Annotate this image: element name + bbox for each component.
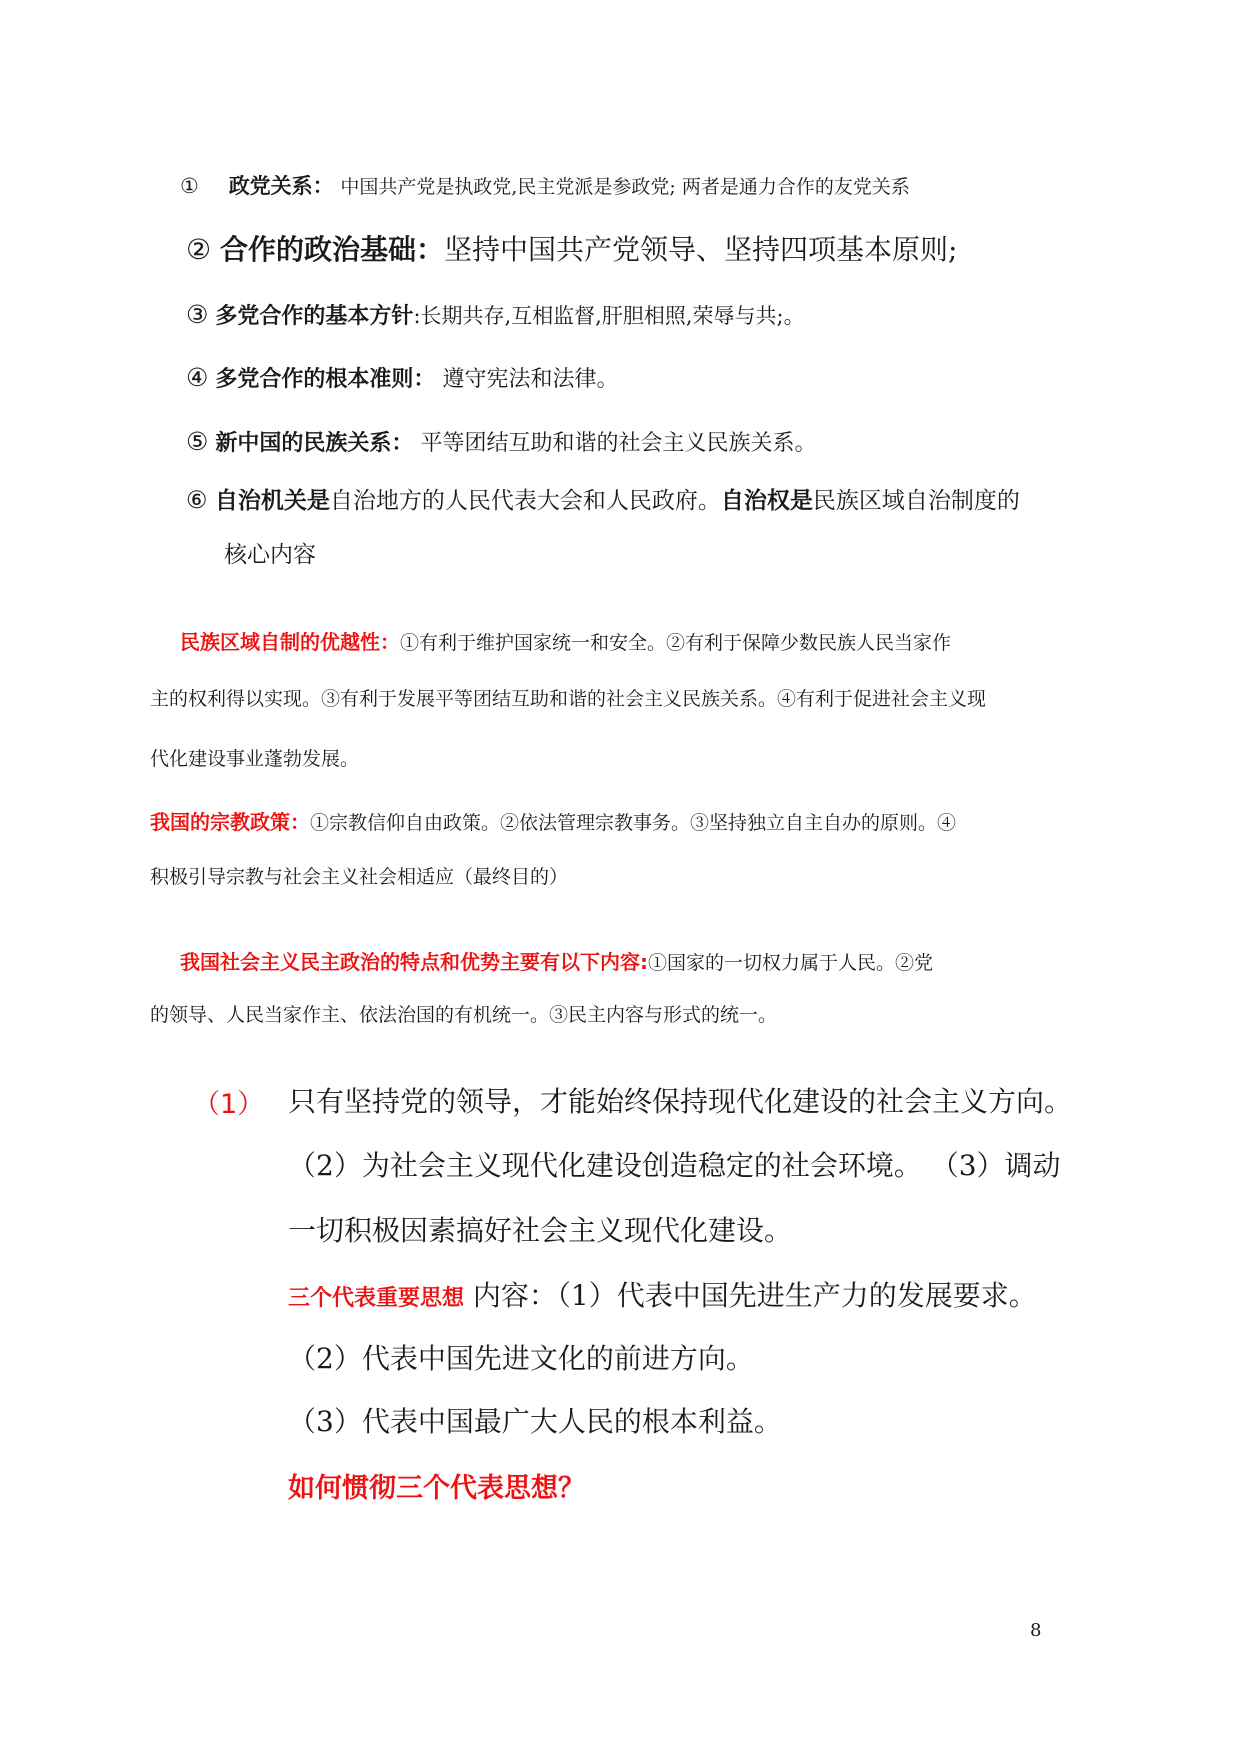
sange-line-3: （3）代表中国最广大人民的根本利益。 xyxy=(288,1405,782,1438)
item-5 xyxy=(186,426,816,457)
item-text-a: 自治地方的人民代表大会和人民政府。 xyxy=(329,488,721,514)
minzhu-text: ①国家的一切权力属于人民。②党 xyxy=(648,952,934,974)
item-number: ① xyxy=(180,174,199,198)
item-2 xyxy=(186,228,957,268)
item-6-continuation: 核心内容 xyxy=(224,542,316,568)
minzu-paragraph-line-1 xyxy=(180,626,951,655)
item-label: 新中国的民族关系： xyxy=(215,431,414,456)
sange-line-2: （2）代表中国先进文化的前进方向。 xyxy=(288,1342,754,1375)
minzhu-label: 我国社会主义民主政治的特点和优势主要有以下内容: xyxy=(180,950,648,974)
item-label-b: 自治权是 xyxy=(720,488,813,514)
item-label: 合作的政治基础： xyxy=(220,233,445,266)
item-6 xyxy=(186,482,1020,515)
zongjiao-text: ①宗教信仰自由政策。②依法管理宗教事务。③坚持独立自主自办的原则。④ xyxy=(310,812,957,834)
item-text: 遵守宪法和法律。 xyxy=(442,367,619,392)
item-label: 多党合作的根本准则： xyxy=(215,367,436,392)
minzhu-paragraph-line-2: 的领导、人民当家作主、依法治国的有机统一。③民主内容与形式的统一。 xyxy=(150,1004,778,1026)
item-text-b: 民族区域自治制度的 xyxy=(812,488,1020,514)
item-number: ⑥ xyxy=(186,486,208,514)
party-line-2: （2）为社会主义现代化建设创造稳定的社会环境。 （3）调动 xyxy=(288,1149,1061,1182)
item-number: ② xyxy=(186,233,212,266)
item-text: 坚持中国共产党领导、坚持四项基本原则; xyxy=(444,233,958,266)
item-number: ⑤ xyxy=(186,427,209,456)
party-line-3: 一切积极因素搞好社会主义现代化建设。 xyxy=(288,1214,793,1247)
sange-question: 如何惯彻三个代表思想？ xyxy=(288,1473,585,1504)
item-1 xyxy=(180,170,910,200)
item-number: ③ xyxy=(186,300,209,329)
item-label-a: 自治机关是 xyxy=(214,488,330,514)
item-label: 政党关系： xyxy=(228,174,334,198)
sange-text: 内容：（1）代表中国先进生产力的发展要求。 xyxy=(464,1279,1037,1312)
item-text: :长期共存,互相监督,肝胆相照,荣辱与共;。 xyxy=(413,304,805,328)
page-number: 8 xyxy=(1030,1620,1042,1641)
minzu-text: ①有利于维护国家统一和安全。②有利于保障少数民族人民当家作 xyxy=(400,632,952,654)
item-text: 平等团结互助和谐的社会主义民族关系。 xyxy=(420,431,817,456)
zongjiao-label: 我国的宗教政策： xyxy=(150,810,310,834)
party-line-1: 只有坚持党的领导，才能始终保持现代化建设的社会主义方向。 xyxy=(288,1085,1073,1118)
item-text: 中国共产党是执政党,民主党派是参政党; 两者是通力合作的友党关系 xyxy=(340,176,910,198)
minzu-label: 民族区域自制的优越性： xyxy=(180,630,400,654)
sange-line-1 xyxy=(288,1274,1037,1314)
minzu-paragraph-line-3: 代化建设事业蓬勃发展。 xyxy=(150,748,360,770)
item-4 xyxy=(186,362,618,393)
minzu-paragraph-line-2: 主的权利得以实现。③有利于发展平等团结互助和谐的社会主义民族关系。④有利于促进社会主义现 xyxy=(150,688,987,710)
zongjiao-paragraph-line-1 xyxy=(150,806,956,835)
party-number: （1） xyxy=(193,1089,265,1120)
item-3 xyxy=(186,299,805,330)
sange-label: 三个代表重要思想 xyxy=(288,1286,465,1311)
zongjiao-paragraph-line-2: 积极引导宗教与社会主义社会相适应（最终目的） xyxy=(150,866,569,888)
item-number: ④ xyxy=(186,363,209,392)
item-label: 多党合作的基本方针 xyxy=(215,304,414,329)
minzhu-paragraph-line-1 xyxy=(180,946,933,975)
